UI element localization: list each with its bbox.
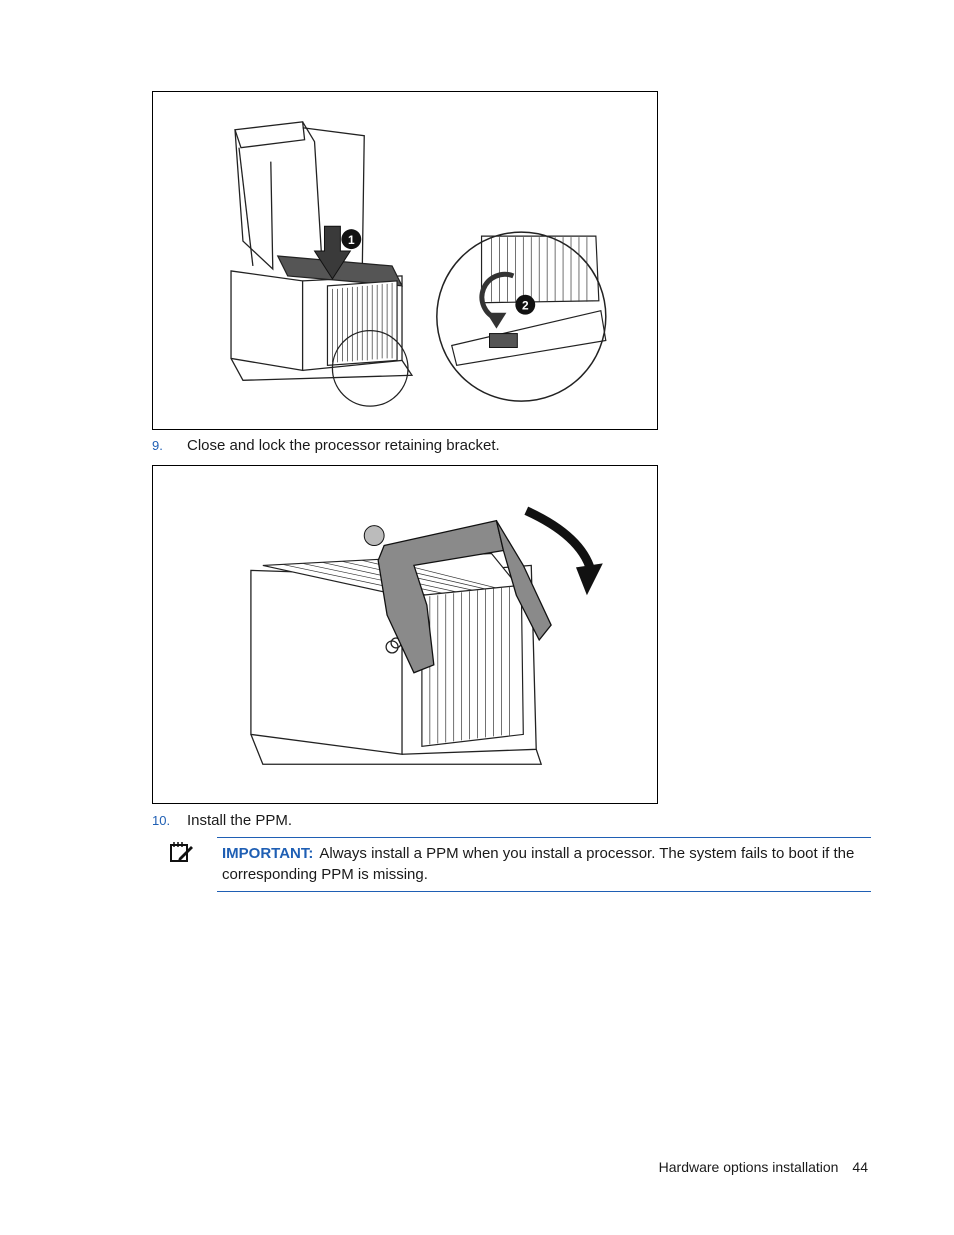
important-pencil-icon	[170, 841, 194, 863]
heatsink-install-illustration	[153, 92, 657, 429]
figure-install-heatsink	[152, 91, 658, 430]
step-10-text: Install the PPM.	[187, 812, 293, 829]
step-9	[152, 437, 500, 455]
callout-1: 1	[348, 233, 355, 248]
close-bracket-illustration	[153, 466, 657, 803]
step-9-number: 9.	[152, 438, 163, 453]
footer-section: Hardware options installation	[658, 1159, 839, 1175]
important-note	[217, 837, 871, 892]
note-label: IMPORTANT:	[222, 845, 314, 862]
step-9-text: Close and lock the processor retaining bracket.	[187, 437, 500, 454]
step-10	[152, 812, 292, 830]
note-text: Always install a PPM when you install a processor. The system fails to boot if the corresponding PPM is missing.	[222, 845, 855, 883]
step-10-number: 10.	[152, 813, 171, 828]
page-footer	[659, 1159, 868, 1175]
page-number: 44	[852, 1159, 868, 1175]
callout-2: 2	[521, 298, 529, 313]
figure-close-bracket	[152, 465, 658, 804]
